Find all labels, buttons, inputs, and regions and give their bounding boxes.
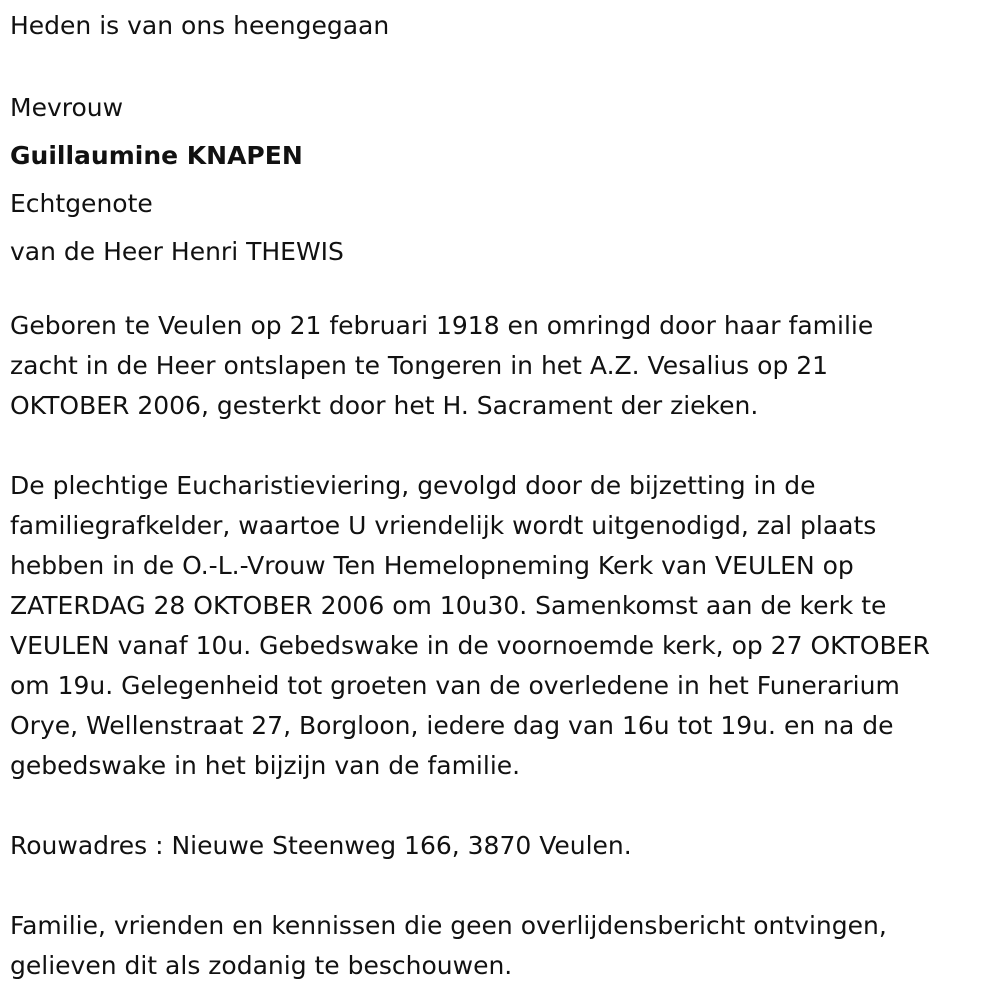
paragraph-line: hebben in de O.-L.-Vrouw Ten Hemelopneming Kerk van VEULEN op: [10, 551, 854, 580]
paragraph-line: ZATERDAG 28 OKTOBER 2006 om 10u30. Samenkomst aan de kerk te: [10, 591, 887, 620]
mourning-address: Rouwadres : Nieuwe Steenweg 166, 3870 Veulen.: [10, 831, 632, 860]
obituary-notice: [10, 0, 985, 986]
paragraph-line: De plechtige Eucharistieviering, gevolgd door de bijzetting in de: [10, 471, 816, 500]
paragraph-line: OKTOBER 2006, gesterkt door het H. Sacrament der zieken.: [10, 391, 759, 420]
birth-death-paragraph: [10, 306, 985, 426]
closing-paragraph: [10, 906, 985, 986]
paragraph-line: Orye, Wellenstraat 27, Borgloon, iedere dag van 16u tot 19u. en na de: [10, 711, 894, 740]
paragraph-line: zacht in de Heer ontslapen te Tongeren in het A.Z. Vesalius op 21: [10, 351, 829, 380]
paragraph-line: gelieven dit als zodanig te beschouwen.: [10, 951, 513, 980]
paragraph-line: om 19u. Gelegenheid tot groeten van de overledene in het Funerarium: [10, 671, 900, 700]
address-paragraph: [10, 826, 985, 866]
paragraph-line: familiegrafkelder, waartoe U vriendelijk wordt uitgenodigd, zal plaats: [10, 511, 877, 540]
intro-text: Heden is van ons heengegaan: [10, 11, 390, 40]
paragraph-line: Geboren te Veulen op 21 februari 1918 en omringd door haar familie: [10, 311, 874, 340]
deceased-name: Guillaumine KNAPEN: [10, 141, 303, 170]
relation-label: Echtgenote: [10, 189, 153, 218]
spouse-name: van de Heer Henri THEWIS: [10, 237, 344, 266]
paragraph-line: VEULEN vanaf 10u. Gebedswake in de voornoemde kerk, op 27 OKTOBER: [10, 631, 930, 660]
salutation: Mevrouw: [10, 93, 124, 122]
paragraph-line: Familie, vrienden en kennissen die geen overlijdensbericht ontvingen,: [10, 911, 887, 940]
ceremony-paragraph: [10, 466, 985, 786]
paragraph-line: gebedswake in het bijzijn van de familie.: [10, 751, 521, 780]
